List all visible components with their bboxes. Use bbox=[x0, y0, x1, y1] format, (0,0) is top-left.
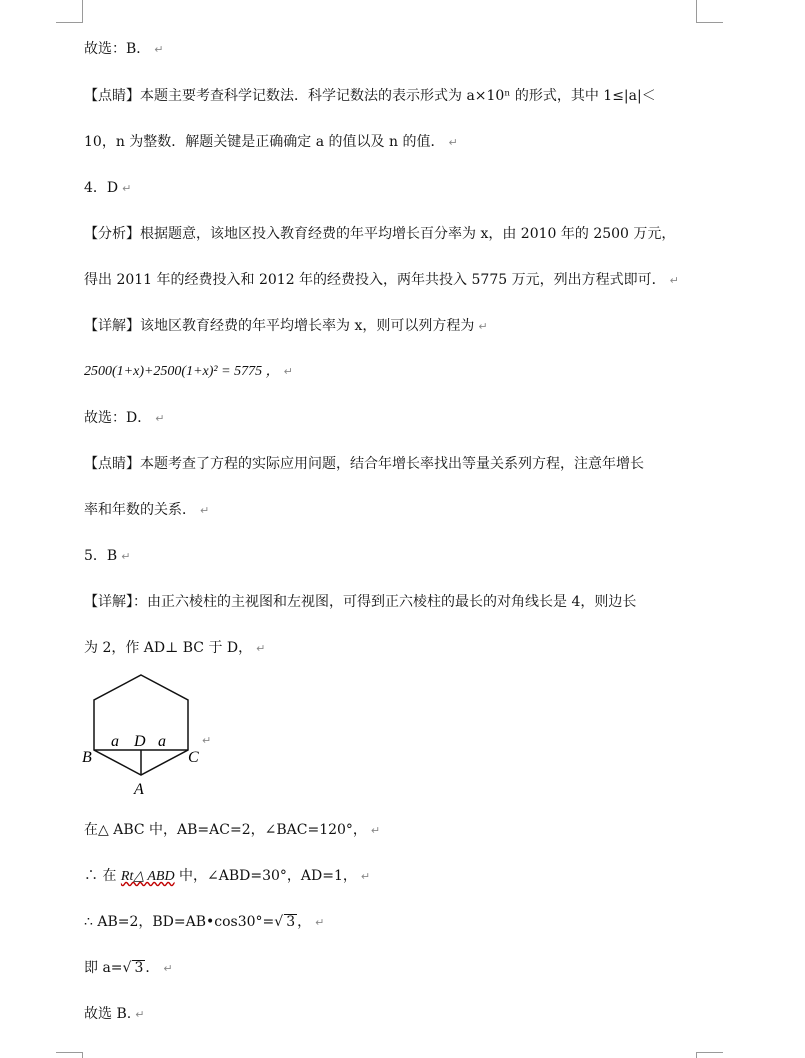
label-b: B bbox=[82, 749, 92, 766]
page-corner-bottom-left bbox=[56, 1052, 83, 1058]
paragraph-mark: ↵ bbox=[202, 734, 212, 747]
text-line-14: 为 2，作 AD⊥ BC 于 D， ↵ bbox=[84, 640, 266, 656]
text-line-4: 4．D ↵ bbox=[84, 180, 132, 196]
hexagon-diagram bbox=[80, 670, 220, 800]
page-corner-top-right bbox=[696, 0, 723, 23]
text-line-1: 故选：B． ↵ bbox=[84, 41, 164, 57]
sqrt-radicand: 3 bbox=[286, 914, 296, 930]
text-line-2: 【点睛】本题主要考查科学记数法．科学记数法的表示形式为 a×10ⁿ 的形式，其中 1≤|a|＜ bbox=[84, 88, 656, 104]
text-line-16: ∴ 在 Rt△ ABD 中，∠ABD=30°，AD=1， ↵ bbox=[84, 868, 371, 884]
text-line-9: 故选：D． ↵ bbox=[84, 410, 165, 426]
text-line-18: 即 a=√ 3 ． ↵ bbox=[84, 960, 173, 976]
sqrt-symbol: √ bbox=[122, 960, 132, 976]
text-line-5: 【分析】根据题意，该地区投入教育经费的年平均增长百分率为 x，由 2010 年的 2500 万元， bbox=[84, 226, 676, 242]
text-line-10: 【点睛】本题考查了方程的实际应用问题，结合年增长率找出等量关系列方程，注意年增长 bbox=[84, 456, 644, 472]
sqrt-radicand: 3 bbox=[134, 960, 144, 976]
text-line-7: 【详解】该地区教育经费的年平均增长率为 x，则可以列方程为 ↵ bbox=[84, 318, 488, 334]
page-corner-top-left bbox=[56, 0, 83, 23]
label-d: D bbox=[134, 733, 146, 750]
text-line-12: 5．B ↵ bbox=[84, 548, 131, 564]
label-vertex-a: A bbox=[134, 781, 144, 798]
label-a-left: a bbox=[111, 733, 119, 750]
text-line-17: ∴ AB=2，BD=AB•cos30°=√ 3 ， ↵ bbox=[84, 914, 325, 930]
text-line-11: 率和年数的关系． ↵ bbox=[84, 502, 210, 518]
hexagon-figure bbox=[80, 670, 220, 800]
page-corner-bottom-right bbox=[696, 1052, 723, 1058]
text-line-6: 得出 2011 年的经费投入和 2012 年的经费投入，两年共投入 5775 万元，列出方程式即可． ↵ bbox=[84, 272, 679, 288]
text-line-15: 在△ ABC 中，AB=AC=2，∠BAC=120°， ↵ bbox=[84, 822, 381, 838]
label-c: C bbox=[188, 749, 199, 766]
sqrt-symbol: √ bbox=[274, 914, 284, 930]
equation-line: 2500(1+x)+2500(1+x)² = 5775 ， ↵ bbox=[84, 364, 293, 379]
label-a-right: a bbox=[158, 733, 166, 750]
text-line-19: 故选 B. ↵ bbox=[84, 1006, 145, 1022]
text-line-3: 10，n 为整数．解题关键是正确确定 a 的值以及 n 的值． ↵ bbox=[84, 134, 458, 150]
spellcheck-underlined-text: Rt△ ABD bbox=[120, 869, 175, 884]
text-line-13: 【详解】：由正六棱柱的主视图和左视图，可得到正六棱柱的最长的对角线长是 4，则边长 bbox=[84, 594, 637, 610]
